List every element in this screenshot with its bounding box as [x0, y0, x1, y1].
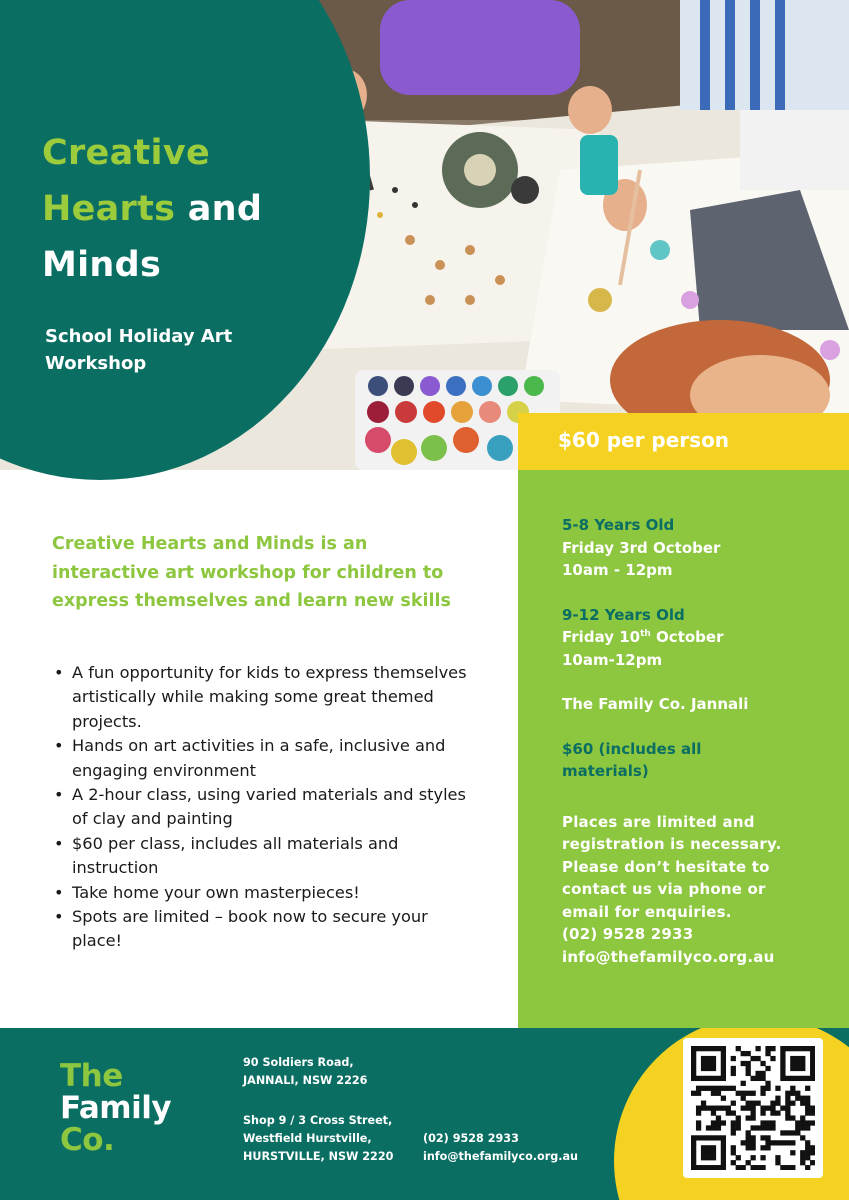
price-text: $60 per person — [558, 428, 730, 452]
session-2 — [562, 604, 849, 672]
qr-code-icon[interactable] — [683, 1038, 823, 1178]
contact-email[interactable]: info@thefamilyco.org.au — [562, 947, 775, 966]
list-item: • A fun opportunity for kids to express themselves artistically while making some great themed projects. — [52, 661, 472, 734]
feature-list — [52, 661, 472, 954]
session-2-time: 10am-12pm — [562, 650, 663, 669]
cost: $60 (includes all materials) — [562, 739, 702, 780]
footer-phone[interactable]: (02) 9528 2933 — [423, 1132, 519, 1145]
footer-email[interactable]: info@thefamilyco.org.au — [423, 1150, 579, 1163]
info-column — [518, 470, 849, 1028]
list-item: • Take home your own masterpieces! — [52, 881, 472, 905]
venue: The Family Co. Jannali — [562, 695, 749, 713]
address-jannali: 90 Soldiers Road, JANNALI, NSW 2226 — [243, 1056, 368, 1087]
session-1 — [562, 514, 849, 582]
list-item: • $60 per class, includes all materials and instruction — [52, 832, 472, 881]
session-2-date: Friday 10th October — [562, 628, 724, 646]
price-banner — [518, 413, 849, 470]
title-and: and — [175, 189, 263, 229]
list-item: • A 2-hour class, using varied materials and styles of clay and painting — [52, 783, 472, 832]
page-title — [42, 125, 262, 293]
list-item: • Hands on art activities in a safe, inclusive and engaging environment — [52, 734, 472, 783]
contact-phone[interactable]: (02) 9528 2933 — [562, 925, 694, 943]
family-co-logo: The Family Co. — [60, 1058, 172, 1158]
footer — [0, 1028, 849, 1200]
intro-text: Creative Hearts and Minds is an interactive art workshop for children to express themselves and learn new skills — [52, 534, 451, 611]
title-line-3: Minds — [42, 245, 162, 285]
list-item: • Spots are limited – book now to secure your place! — [52, 905, 472, 954]
enquiry-note: Places are limited and registration is necessary. Please don’t hesitate to contact us via phone or email for enquiries. (02) 9528 2933 info@thefamilyco.org.au — [562, 811, 792, 969]
session-1-date: Friday 3rd October — [562, 538, 721, 557]
title-line-1: Creative — [42, 133, 210, 173]
address-hurstville: Shop 9 / 3 Cross Street, Westfield Hurstville, HURSTVILLE, NSW 2220 — [243, 1114, 394, 1163]
footer-contact — [423, 1130, 578, 1166]
session-2-age: 9-12 Years Old — [562, 605, 685, 624]
title-accent: Hearts — [42, 189, 176, 229]
session-1-age: 5-8 Years Old — [562, 516, 675, 534]
subtitle: School Holiday Art Workshop — [45, 326, 233, 374]
session-1-time: 10am - 12pm — [562, 561, 673, 579]
